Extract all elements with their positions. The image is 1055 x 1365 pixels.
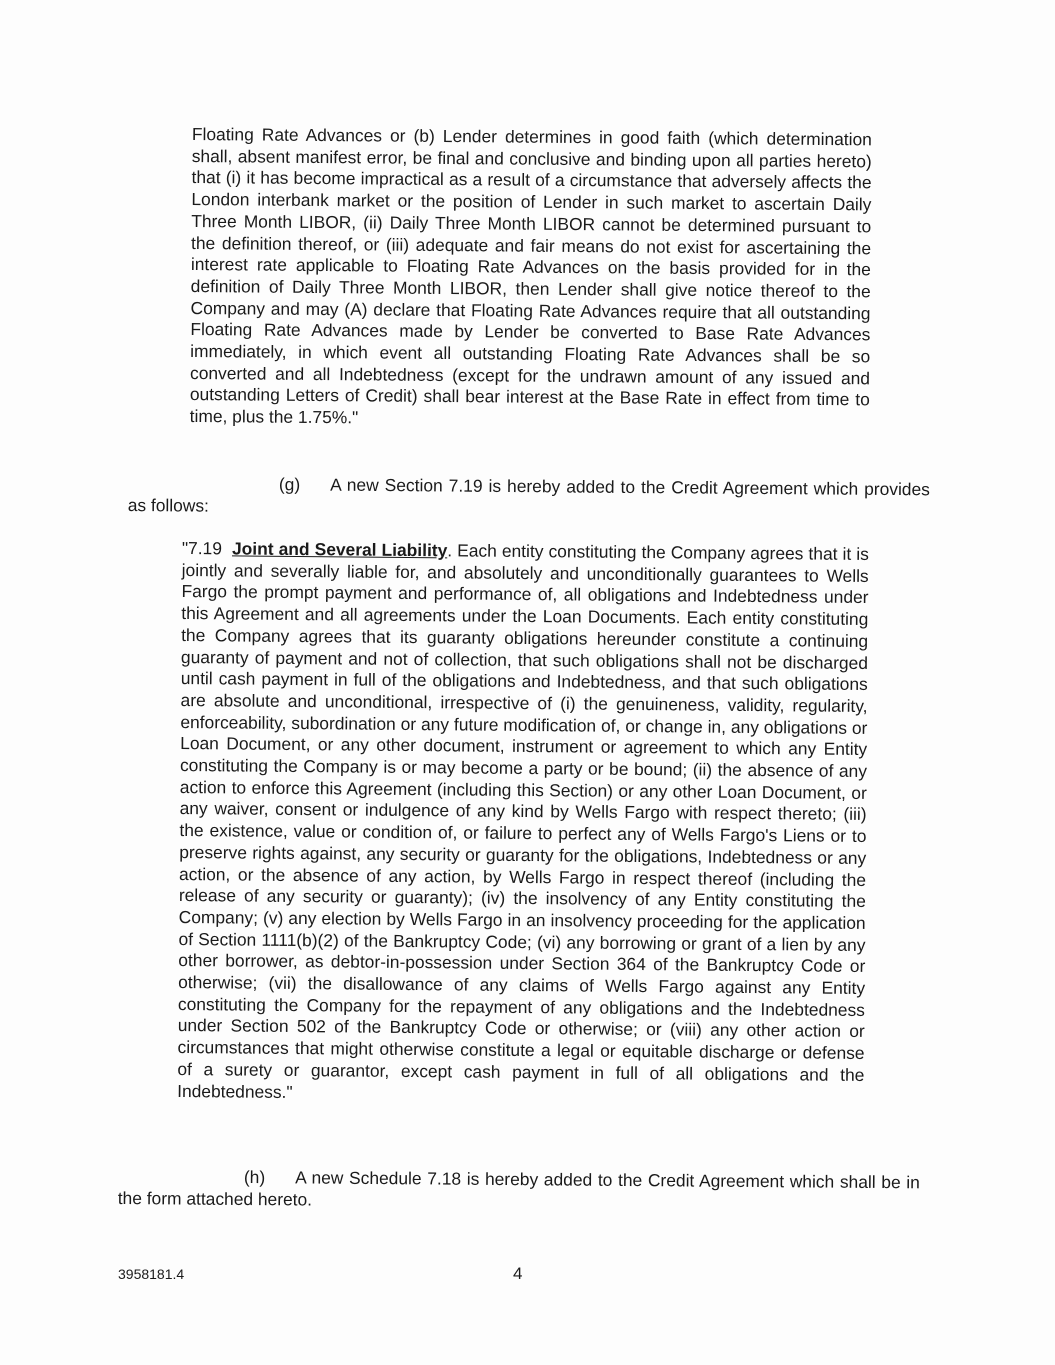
section-7-19-quote	[177, 538, 869, 1108]
quoted-paragraph-continued	[190, 124, 872, 433]
section-number: "7.19	[181, 538, 223, 559]
quoted-paragraph-text: Floating Rate Advances or (b) Lender determines in good faith (which determination shall, absent manifest error, be final and conclusive and binding upon all parties hereto) that (i) it has become impractical as a result of a circumstance that adversely affects the London interbank market or the position of Lender in such market to ascertain Daily Three Month LIBOR, (ii) Daily Three Month LIBOR cannot be determined pursuant to the definition thereof, or (iii) adequate and fair means do not exist for ascertaining the interest rate applicable to Floating Rate Advances on the basis provided for in the definition of Daily Three Month LIBOR, then Lender shall give notice thereof to the Company and may (A) declare that Floating Rate Advances require that all outstanding Floating Rate Advances made by Lender be converted to Base Rate Advances immediately, in which event all outstanding Floating Rate Advances shall be so converted and all Indebtedness (except for the undrawn amount of any issued and outstanding Letters of Credit) shall bear interest at the Base Rate in effect from time to time, plus the 1.75%."	[189, 124, 872, 428]
paragraph-g-text: A new Section 7.19 is hereby added to the Credit Agreement which provides as follows:	[127, 474, 930, 516]
paragraph-g	[128, 473, 930, 523]
document-id: 3958181.4	[118, 1266, 185, 1282]
section-heading: Joint and Several Liability	[231, 538, 448, 561]
paragraph-marker-h: (h)	[243, 1166, 266, 1188]
paragraph-h	[118, 1166, 920, 1216]
paragraph-h-text: A new Schedule 7.18 is hereby added to the Credit Agreement which shall be in the form attached hereto.	[117, 1167, 920, 1210]
section-body: . Each entity constituting the Company agrees that it is jointly and severally liable for, and absolutely and unconditionally guarantees to Wells Fargo the prompt payment and performance of, all obligations and Indebtedness under this Agreement and all agreements under the Loan Documents. Each entity constituting the Company agrees that its guaranty obligations hereunder constitute a continuing guaranty of payment and not of collection, that such obligations shall not be discharged until cash payment in full of the obligations and Indebtedness, and that such obligations are absolute and unconditional, irrespective of (i) the genuineness, validity, regularity, enforceability, subordination or any future modification of, or change in, any obligations or Loan Document, or any other document, instrument or agreement to which any Entity constituting the Company is or may become a party or be bound; (ii) the absence of any action to enforce this Agreement (including this Section) or any other Loan Document, or any waiver, consent or indulgence of any kind by Wells Fargo with respect thereto; (iii) the existence, value or condition of, or failure to perfect any of Wells Fargo's Liens or to preserve rights against, any security or guaranty for the obligations, Indebtedness or any action, or the absence of any action, by Wells Fargo in respect thereof (including the release of any security or guaranty); (iv) the insolvency of any Entity constituting the Company; (v) any election by Wells Fargo in an insolvency proceeding for the application of Section 1111(b)(2) of the Bankruptcy Code; (vi) any borrowing or grant of a lien by any other borrower, as debtor-in-possession under Section 364 of the Bankruptcy Code or otherwise; (vii) the disallowance of any claims of Wells Fargo against any Entity constituting the Company for the repayment of any obligations and the Indebtedness under Section 502 of the Bankruptcy Code or otherwise; or (viii) any other action or circumstances that might otherwise constitute a legal or equitable discharge or defense of a surety or guarantor, except cash payment in full of all obligations and the Indebtedness."	[177, 540, 869, 1102]
page-number: 4	[513, 1264, 523, 1283]
paragraph-marker-g: (g)	[278, 474, 301, 495]
